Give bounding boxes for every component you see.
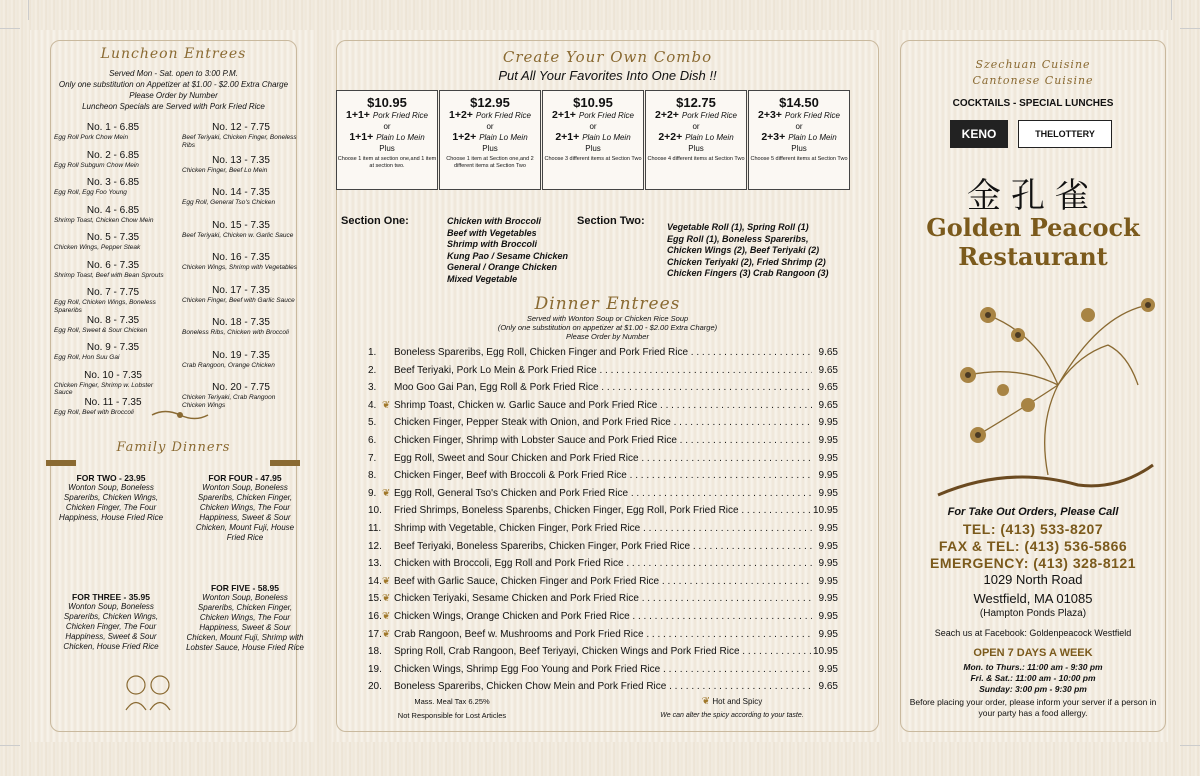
hours-mon-thu: Mon. to Thurs.: 11:00 am - 9:30 pm [963, 662, 1103, 672]
cocktails-label: COCKTAILS - SPECIAL LUNCHES [952, 98, 1114, 109]
lunch-item-desc: Beef Teriyaki, Chicken Finger, Boneless Ribs [182, 134, 297, 149]
lunch-item-desc: Egg Roll Pork Chow Mein [54, 134, 129, 141]
section-one-list [447, 216, 597, 285]
section-two-item: Chicken Teriyaki (2), Fried Shrimp (2) [667, 256, 826, 267]
lunch-item-desc: Shrimp Toast, Chicken Chow Mein [54, 216, 154, 224]
lunch-item [182, 252, 300, 272]
combo-plus: Plus [688, 144, 704, 153]
dinner-item [368, 608, 838, 625]
family-for-five-body: Wonton Soup, Boneless Spareribs, Chicken Finger, Chicken Wings, The Four Happiness, Sweet & Sour Chicken, Mount Fuji, Shrimp with Lobster Sauce, House Fried Rice [186, 593, 304, 652]
family-for-four [186, 473, 304, 543]
dinner-item [368, 590, 838, 607]
family-for-three-body: Wonton Soup, Boneless Spareribs, Chicken Wings, Chicken Finger, The Four Happiness, Sweet & Sour Chicken, House Fried Rice [63, 602, 159, 651]
combo-price: $10.95 [367, 95, 407, 110]
lunch-item-desc: Chicken Wings, Pepper Steak [54, 244, 141, 251]
combo-rice: Pork Fried Rice [578, 111, 634, 120]
combo-lomein: Plain Lo Mein [376, 133, 425, 142]
combo-rice: Pork Fried Rice [372, 111, 428, 120]
lunch-item [54, 232, 172, 252]
dinner-item [368, 450, 838, 467]
section-one-item: Mixed Vegetable [447, 273, 518, 284]
combo-line [337, 110, 437, 121]
section-one-item: General / Orange Chicken [447, 262, 558, 272]
lunch-item-number: No. 20 - 7.75 [212, 382, 270, 393]
dinner-item-number: 1. [368, 347, 377, 358]
kids-illustration [118, 670, 178, 715]
combo-code: 1+2+ [452, 131, 480, 143]
lunch-item [182, 285, 300, 305]
restaurant-name-2: Restaurant [958, 242, 1108, 271]
combo-code: 2+3+ [761, 131, 789, 143]
family-for-two [52, 473, 170, 523]
lunch-item-number: No. 18 - 7.35 [212, 317, 270, 328]
family-dinners-title: Family Dinners [116, 440, 231, 455]
dinner-item-price: 9.65 [818, 364, 838, 376]
dinner-item-number: 9. [368, 487, 377, 499]
dinner-item-number: 14. [368, 575, 382, 587]
lunch-item [54, 315, 172, 335]
lunch-item-desc: Shrimp Toast, Beef with Bean Sprouts [54, 271, 164, 279]
combo-code: 2+1+ [555, 131, 583, 143]
lunch-item-desc: Beef Teriyaki, Chicken w. Garlic Sauce [182, 231, 294, 239]
hot-pepper-icon: ❦ [382, 628, 391, 640]
combo-plus: Plus [379, 144, 395, 153]
combo-code: 2+1+ [552, 109, 579, 121]
dinner-item-number: 2. [368, 364, 377, 376]
section-one-item: Shrimp with Broccoli [447, 239, 538, 249]
dinner-item [368, 661, 838, 678]
dinner-item-number: 5. [368, 417, 377, 429]
hot-pepper-icon: ❦ [382, 593, 391, 605]
lunch-item-desc: Chicken Wings, Shrimp with Vegetables [182, 264, 297, 271]
lunch-item-number: No. 19 - 7.35 [212, 349, 270, 361]
combo-code: 1+1+ [346, 109, 373, 121]
combo-price: $14.50 [779, 95, 819, 110]
hot-spicy-legend [622, 695, 842, 723]
dinner-item-number: 11. [368, 523, 382, 534]
dinner-item-desc: Shrimp Toast, Chicken w. Garlic Sauce and Pork Fried Rice . . . [394, 397, 812, 414]
dinner-item-desc: Chicken Wings, Orange Chicken and Pork Fried Rice . . . [394, 608, 812, 625]
dinner-item-number: 8. [368, 470, 377, 482]
dinner-item-price: 10.95 [812, 505, 838, 517]
section-two-list [667, 222, 877, 280]
tax-info [372, 695, 532, 723]
lunch-item-desc: Chicken Finger, Beef with Garlic Sauce [182, 296, 295, 304]
lunch-item [54, 287, 172, 314]
lunch-item-number: No. 17 - 7.35 [212, 284, 270, 296]
combo-code: 1+2+ [449, 109, 476, 121]
lunch-item-number: No. 5 - 7.35 [86, 232, 140, 243]
dinner-item-number: 13. [368, 558, 382, 570]
dinner-item-desc: Egg Roll, Sweet and Sour Chicken and Pork Fried Rice . . . [394, 450, 812, 467]
combo-rice: Pork Fried Rice [681, 111, 737, 120]
combo-price: $10.95 [573, 95, 613, 110]
lunch-item-desc: Egg Roll, Sweet & Sour Chicken [54, 326, 148, 334]
combo-price: $12.95 [470, 95, 510, 110]
lunch-item-desc: Chicken Teriyaki, Crab Rangoon Chicken Wings [182, 394, 276, 409]
dinner-item-desc: Fried Shrimps, Boneless Sparenbs, Chicken Finger, Egg Roll, Pork Fried Rice . . . [394, 502, 812, 519]
lunch-item-number: No. 4 - 6.85 [86, 204, 140, 216]
dinner-item [368, 502, 838, 519]
facebook-text: Seach us at Facebook: Goldenpeacock Westfield [934, 628, 1132, 638]
combo-or: or [692, 122, 700, 131]
lunch-item-number: No. 3 - 6.85 [86, 177, 140, 188]
combo-note: Choose 3 different items at Section Two [544, 156, 642, 162]
hours-fri-sat: Fri. & Sat.: 11:00 am - 10:00 pm [970, 673, 1096, 683]
dinner-item-desc: Beef with Garlic Sauce, Chicken Finger and Pork Fried Rice . . . [394, 573, 812, 590]
address-plaza: (Hampton Ponds Plaza) [979, 608, 1087, 619]
combo-line [646, 110, 746, 121]
lunch-item [182, 350, 300, 370]
dinner-item [368, 467, 838, 484]
takeout-text: For Take Out Orders, Please Call [947, 506, 1119, 518]
family-for-two-head: FOR TWO - 23.95 [76, 473, 146, 483]
combo-code: 2+2+ [658, 131, 686, 143]
section-two-label: Section Two: [577, 215, 645, 227]
address-street: 1029 North Road [983, 572, 1083, 587]
family-for-three-head: FOR THREE - 35.95 [72, 592, 150, 602]
combo-note: Choose 1 item at Section one,and 2 different items at Section Two [446, 156, 534, 169]
dinner-item-number: 3. [368, 382, 377, 394]
luncheon-info: Served Mon - Sat. open to 3:00 P.M. Only one substitution on Appetizer at $1.00 - $2.00 Extra Charge Please Order by Number Luncheon Specials are Served with Pork Fried Rice [58, 69, 289, 111]
combo-code: 2+3+ [758, 109, 785, 121]
section-two-item: Egg Roll (1), Boneless Spareribs, [667, 233, 809, 244]
dinner-item-price: 9.95 [818, 487, 838, 499]
dinner-item-price: 9.95 [818, 452, 838, 464]
hot-pepper-icon: ❦ [382, 487, 391, 499]
restaurant-name: Golden Peacock [926, 213, 1140, 242]
family-for-five [186, 583, 304, 653]
dinner-item-desc: Chicken Finger, Beef with Broccoli & Pork Fried Rice . . . [394, 467, 812, 484]
lunch-item [182, 155, 300, 175]
lunch-item [54, 205, 172, 225]
chinese-name: 金孔雀 [967, 176, 1099, 216]
dinner-item-desc: Crab Rangoon, Beef w. Mushrooms and Pork Fried Rice . . . [394, 626, 812, 643]
combo-box [542, 90, 644, 190]
hot-pepper-icon: ❦ [382, 611, 391, 622]
dinner-item-price: 9.95 [818, 540, 838, 552]
section-one-item: Chicken with Broccoli [447, 216, 542, 226]
dinner-item-number: 10. [368, 505, 382, 517]
allergy-notice: Before placing your order, please inform your server if a person in your party has a food allergy. [909, 697, 1157, 718]
combo-lomein: Plain Lo Mein [685, 133, 734, 142]
dinner-item [368, 432, 838, 449]
lunch-item [182, 187, 300, 207]
combo-line [440, 132, 540, 143]
lunch-item-desc: Egg Roll, Beef with Broccoli [54, 409, 134, 416]
dinner-item-desc: Beef Teriyaki, Pork Lo Mein & Pork Fried Rice . . . [394, 362, 812, 379]
section-two-item: Vegetable Roll (1), Spring Roll (1) [667, 222, 809, 232]
combo-plus: Plus [791, 144, 807, 153]
hours-sunday: Sunday: 3:00 pm - 9:30 pm [979, 684, 1087, 694]
luncheon-panel [30, 30, 315, 742]
section-two-item: Chicken Wings (2), Beef Teriyaki (2) [667, 245, 820, 255]
lunch-item-desc: Egg Roll, Chicken Wings, Boneless Spareribs [54, 299, 156, 314]
lunch-item-number: No. 8 - 7.35 [86, 314, 140, 326]
dinner-item-price: 9.65 [818, 399, 838, 411]
dinner-item-price: 9.95 [818, 558, 838, 570]
dinner-item-desc: Chicken Wings, Shrimp Egg Foo Young and Pork Fried Rice . . . [394, 661, 812, 678]
dinner-item-desc: Shrimp with Vegetable, Chicken Finger, Pork Fried Rice . . . [394, 520, 812, 537]
dinner-info: Served with Wonton Soup or Chicken Rice Soup (Only one substitution on appetizer at $1.00 - $2.00 Extra Charge) Please Order by Number [497, 314, 718, 341]
dinner-item-desc: Chicken Teriyaki, Sesame Chicken and Pork Fried Rice . . . [394, 590, 812, 607]
dinner-item-price: 9.65 [818, 382, 838, 394]
family-for-five-head: FOR FIVE - 58.95 [210, 583, 280, 593]
lunch-item-desc: Egg Roll, Egg Foo Young [54, 189, 127, 196]
dinner-item-price: 9.95 [818, 628, 838, 640]
family-for-four-head: FOR FOUR - 47.95 [208, 473, 282, 483]
hot-pepper-icon: ❦ [701, 696, 711, 707]
dinner-item [368, 626, 838, 643]
ornament-divider [150, 408, 210, 422]
dinner-item-price: 9.65 [818, 347, 838, 358]
cuisine-szechuan: Szechuan Cuisine [975, 58, 1091, 71]
dinner-item-desc: Boneless Spareribs, Chicken Chow Mein and Pork Fried Rice . . . [394, 678, 812, 695]
lunch-item-number: No. 7 - 7.75 [86, 287, 140, 298]
right-flourish [270, 460, 300, 466]
lunch-item-number: No. 14 - 7.35 [212, 187, 270, 198]
combo-line [543, 132, 643, 143]
lunch-item [54, 150, 172, 170]
phone-fax[interactable]: FAX & TEL: (413) 536-5866 [938, 538, 1128, 554]
dinner-item-price: 9.95 [818, 575, 838, 587]
dinner-item-desc: Boneless Spareribs, Egg Roll, Chicken Finger and Pork Fried Rice . . . [394, 344, 812, 361]
lunch-item-number: No. 1 - 6.85 [86, 122, 140, 133]
combo-or: or [589, 122, 597, 131]
combo-code: 2+2+ [655, 109, 682, 121]
combo-plus: Plus [585, 144, 601, 153]
lunch-item-desc: Chicken Finger, Beef Lo Mein [182, 166, 268, 174]
keno-logo: KENO [950, 120, 1008, 148]
lunch-item-number: No. 12 - 7.75 [212, 122, 270, 133]
dinner-item-desc: Egg Roll, General Tso's Chicken and Pork Fried Rice . . . [394, 485, 812, 502]
lunch-item-desc: Egg Roll, Hon Suu Gai [54, 354, 120, 361]
dinner-item [368, 344, 838, 361]
tax-text: Mass. Meal Tax 6.25% [414, 697, 490, 706]
combo-rice: Pork Fried Rice [784, 111, 840, 120]
dinner-item-number: 20. [368, 681, 382, 693]
dinner-item [368, 678, 838, 695]
combo-lomein: Plain Lo Mein [479, 133, 528, 142]
dinner-item [368, 379, 838, 396]
section-two-item: Chicken Fingers (3) Crab Rangoon (3) [667, 268, 829, 278]
combo-line [749, 132, 849, 143]
family-for-two-body: Wonton Soup, Boneless Spareribs, Chicken Wings, Chicken Finger, The Four Happiness, House Fried Rice [58, 483, 164, 522]
combo-lomein: Plain Lo Mein [788, 133, 837, 142]
lunch-item-number: No. 16 - 7.35 [212, 252, 270, 263]
spicy-note: We can alter the spicy according to your taste. [660, 712, 804, 719]
dinner-title: Dinner Entrees [534, 294, 681, 314]
dinner-item-number: 16. [368, 611, 382, 622]
combo-box [439, 90, 541, 190]
lunch-item [54, 122, 172, 142]
lunch-item-number: No. 11 - 7.35 [84, 397, 142, 408]
dinner-item [368, 643, 838, 660]
dinner-item-number: 15. [368, 593, 382, 605]
combo-subtitle: Put All Your Favorites Into One Dish !! [498, 68, 717, 83]
section-one-item: Beef with Vegetables [447, 227, 537, 238]
family-for-three [52, 592, 170, 652]
dinner-item-number: 12. [368, 540, 382, 552]
cuisine-cantonese: Cantonese Cuisine [972, 74, 1094, 87]
dinner-item-number: 6. [368, 435, 377, 446]
combo-box [336, 90, 438, 190]
combo-note: Choose 4 different items at Section Two [647, 156, 745, 162]
dinner-item [368, 414, 838, 431]
combo-box [645, 90, 747, 190]
lunch-item-number: No. 2 - 6.85 [86, 149, 140, 161]
lunch-item-desc: Egg Roll, General Tso's Chicken [182, 199, 276, 206]
family-for-four-body: Wonton Soup, Boneless Spareribs, Chicken Finger, Chicken Wings, The Four Happiness, Sweet & Sour Chicken, Mount Fuji, House Fried Rice [195, 483, 295, 542]
dinner-item [368, 573, 838, 590]
dinner-item-desc: Moo Goo Gai Pan, Egg Roll & Pork Fried Rice . . . [394, 379, 812, 396]
combo-line [749, 110, 849, 121]
lunch-item-number: No. 10 - 7.35 [84, 369, 142, 381]
dinner-item-price: 9.95 [818, 435, 838, 446]
open-days: OPEN 7 DAYS A WEEK [973, 647, 1093, 659]
phone-tel[interactable]: TEL: (413) 533-8207 [962, 521, 1104, 537]
combo-lomein: Plain Lo Mein [582, 133, 631, 142]
dinner-item [368, 485, 838, 502]
combo-price: $12.75 [676, 95, 716, 110]
lunch-item [54, 177, 172, 197]
lunch-item [182, 220, 300, 240]
combo-line [543, 110, 643, 121]
lunch-item [54, 342, 172, 362]
lost-articles-text: Not Responsible for Lost Articles [397, 711, 507, 720]
dinner-item-number: 18. [368, 646, 382, 658]
combo-line [440, 110, 540, 121]
dinner-item [368, 538, 838, 555]
dinner-item-number: 19. [368, 663, 382, 675]
hot-pepper-icon: ❦ [382, 575, 391, 587]
dinner-item-desc: Chicken Finger, Pepper Steak with Onion, and Pork Fried Rice . . . [394, 414, 812, 431]
dinner-item-desc: Chicken with Broccoli, Egg Roll and Pork Fried Rice . . . [394, 555, 812, 572]
lunch-item-number: No. 13 - 7.35 [212, 154, 270, 166]
combo-or: or [486, 122, 494, 131]
dinner-item-number: 7. [368, 452, 377, 464]
combo-line [337, 132, 437, 143]
dinner-item-price: 9.95 [818, 611, 838, 622]
combo-rice: Pork Fried Rice [475, 111, 531, 120]
dinner-item-price: 9.95 [818, 593, 838, 605]
left-flourish [46, 460, 76, 466]
hot-pepper-icon: ❦ [382, 399, 391, 411]
hot-text: Hot and Spicy [712, 697, 763, 706]
lunch-item [54, 370, 172, 397]
lunch-item [182, 382, 300, 409]
lunch-item-desc: Boneless Ribs, Chicken with Broccoli [182, 329, 289, 336]
lunch-item [54, 260, 172, 280]
dinner-item [368, 520, 838, 537]
dinner-item-number: 17. [368, 628, 382, 640]
section-one-label: Section One: [341, 215, 409, 227]
lunch-item [182, 317, 300, 337]
lunch-item-number: No. 9 - 7.35 [86, 342, 140, 353]
address-city: Westfield, MA 01085 [973, 591, 1093, 606]
dinner-item-desc: Chicken Finger, Shrimp with Lobster Sauce and Pork Fried Rice . . . [394, 432, 812, 449]
restaurant-info-panel [898, 30, 1168, 742]
hours [898, 662, 1168, 695]
lunch-item-desc: Crab Rangoon, Orange Chicken [182, 361, 275, 369]
dinner-item [368, 362, 838, 379]
lunch-item-desc: Chicken Finger, Shrimp w. Lobster Sauce [54, 381, 153, 396]
combo-dinner-panel [332, 30, 883, 742]
combo-line [646, 132, 746, 143]
dinner-item [368, 555, 838, 572]
combo-title: Create Your Own Combo [502, 48, 713, 66]
combo-plus: Plus [482, 144, 498, 153]
combo-code: 1+1+ [349, 131, 377, 143]
lunch-item [182, 122, 300, 149]
dinner-item-price: 9.95 [818, 417, 838, 429]
dinner-item-price: 9.95 [818, 663, 838, 675]
phone-emergency[interactable]: EMERGENCY: (413) 328-8121 [930, 555, 1136, 571]
dinner-item-price: 9.95 [818, 523, 838, 534]
lunch-item-desc: Egg Roll Subgum Chow Mein [54, 161, 139, 169]
lunch-item-number: No. 6 - 7.35 [86, 259, 140, 271]
dinner-item-desc: Spring Roll, Crab Rangoon, Beef Teriyayi, Chicken Wings and Pork Fried Rice . . . [394, 643, 812, 660]
peacock-illustration [928, 275, 1158, 505]
dinner-item [368, 397, 838, 414]
dinner-item-price: 9.65 [818, 681, 838, 693]
dinner-item-desc: Beef Teriyaki, Boneless Spareribs, Chicken Finger, Pork Fried Rice . . . [394, 538, 812, 555]
combo-note: Choose 1 item at section one,and 1 item at section two. [337, 156, 437, 169]
combo-or: or [383, 122, 391, 131]
lunch-item-number: No. 15 - 7.35 [212, 219, 270, 231]
dinner-item-price: 10.95 [812, 646, 838, 658]
dinner-item-number: 4. [368, 399, 377, 411]
lottery-logo: THELOTTERY [1018, 120, 1112, 148]
dinner-item-price: 9.95 [818, 470, 838, 482]
combo-box [748, 90, 850, 190]
combo-note: Choose 5 different items at Section Two [750, 156, 848, 162]
luncheon-title: Luncheon Entrees [100, 46, 247, 62]
combo-or: or [795, 122, 803, 131]
section-one-item: Kung Pao / Sesame Chicken [447, 250, 569, 261]
